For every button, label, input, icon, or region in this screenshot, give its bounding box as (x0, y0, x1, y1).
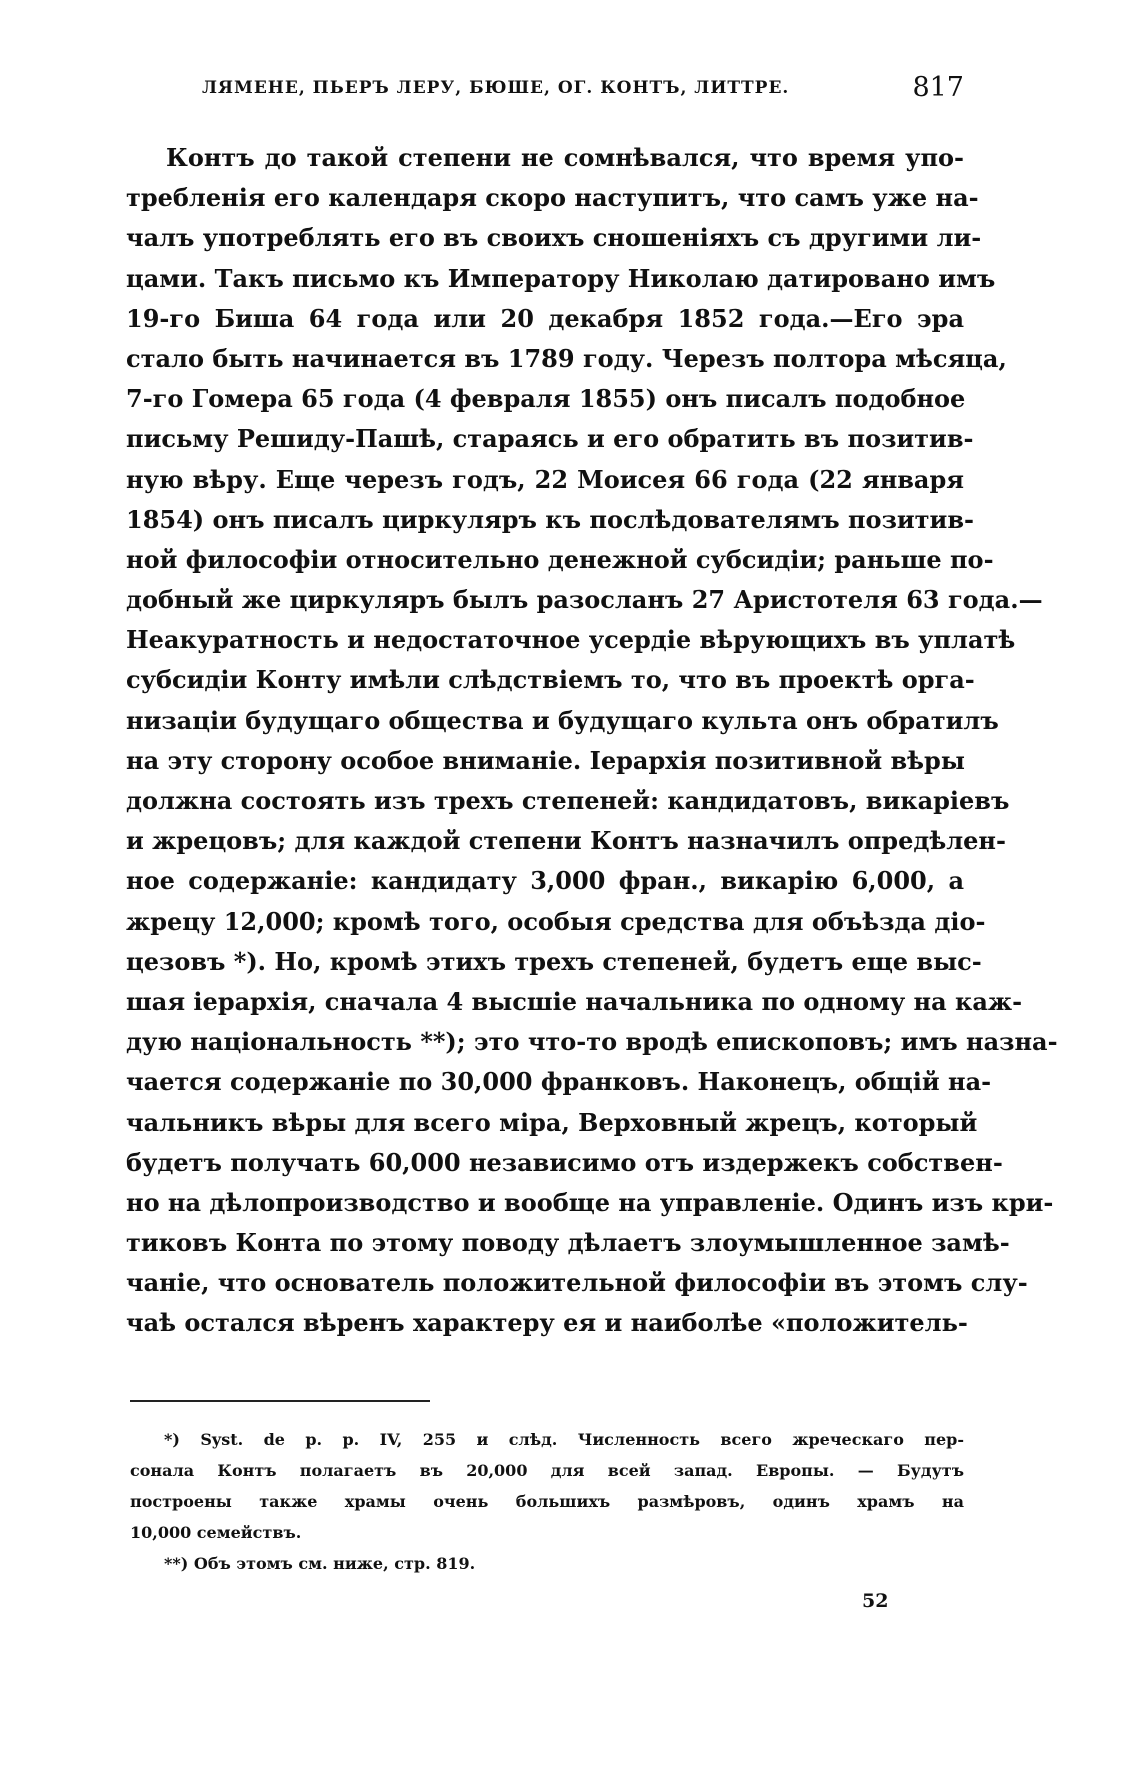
text-line: чальникъ вѣры для всего міра, Верховный жрецъ, который (126, 1107, 978, 1137)
header-title: ЛЯМЕНЕ, ПЬЕРЪ ЛЕРУ, БЮШЕ, ОГ. КОНТЪ, ЛИТТРЕ. (202, 78, 790, 98)
page-number: 817 (912, 72, 964, 103)
text-line: будетъ получать 60,000 независимо отъ издержекъ собствен- (126, 1147, 1003, 1177)
text-line: добный же циркуляръ былъ разосланъ 27 Аристотеля 63 года.— (126, 585, 1043, 615)
text-line: ной философіи относительно денежной субсидіи; раньше по- (126, 544, 994, 574)
text-line: 19-го Биша 64 года или 20 декабря 1852 года.—Его эра (126, 303, 964, 333)
text-line: 1854) онъ писалъ циркуляръ къ послѣдователямъ позитив- (126, 504, 974, 534)
footnote-line: *) Syst. de p. p. IV, 255 и слѣд. Численность всего жреческаго пер- (164, 1430, 964, 1449)
signature-mark: 52 (862, 1590, 889, 1612)
text-line: требленія его календаря скоро наступитъ, что самъ уже на- (126, 183, 979, 213)
text-line: дую національность **); это что-то вродѣ епископовъ; имъ назна- (126, 1027, 1058, 1057)
text-line: цами. Такъ письмо къ Императору Николаю датировано имъ (126, 263, 996, 293)
text-line: должна состоять изъ трехъ степеней: кандидатовъ, викаріевъ (126, 786, 1010, 815)
footnote-line: сонала Контъ полагаетъ въ 20,000 для всей запад. Европы. — Будутъ (130, 1461, 964, 1480)
text-line: чалъ употреблять его въ своихъ сношеніяхъ съ другими ли- (126, 223, 982, 253)
text-line: 7-го Гомера 65 года (4 февраля 1855) онъ писалъ подобное (126, 384, 966, 414)
text-line: но на дѣлопроизводство и вообще на управленіе. Одинъ изъ кри- (126, 1187, 1054, 1217)
text-line: чаѣ остался вѣренъ характеру ея и наиболѣе «положитель- (126, 1308, 968, 1338)
text-line: ное содержаніе: кандидату 3,000 фран., викарію 6,000, а (126, 866, 964, 896)
text-line: низаціи будущаго общества и будущаго культа онъ обратилъ (126, 705, 999, 735)
running-header (150, 72, 964, 112)
footnotes (130, 1424, 964, 1579)
text-line: на эту сторону особое вниманіе. Іерархія позитивной вѣры (126, 745, 965, 775)
text-line: стало быть начинается въ 1789 году. Черезъ полтора мѣсяца, (126, 343, 1007, 373)
text-line: чаніе, что основатель положительной философіи въ этомъ слу- (126, 1268, 1028, 1298)
text-line: цезовъ *). Но, кромѣ этихъ трехъ степеней, будетъ еще выс- (126, 946, 982, 976)
text-line: жрецу 12,000; кромѣ того, особыя средства для объѣзда діо- (126, 906, 986, 936)
text-line: Неакуратность и недостаточное усердіе вѣрующихъ въ уплатѣ (126, 625, 1016, 655)
text-line: шая іерархія, сначала 4 высшіе начальника по одному на каж- (126, 986, 1023, 1016)
footnote-divider (130, 1400, 430, 1402)
text-line: чается содержаніе по 30,000 франковъ. Наконецъ, общій на- (126, 1067, 992, 1097)
text-line: субсидіи Конту имѣли слѣдствіемъ то, что въ проектѣ орга- (126, 665, 975, 695)
body-text (126, 138, 1058, 1344)
text-line: ную вѣру. Еще черезъ годъ, 22 Моисея 66 года (22 января (126, 464, 964, 494)
text-line: тиковъ Конта по этому поводу дѣлаетъ злоумышленное замѣ- (126, 1228, 1010, 1258)
footnote-line: **) Объ этомъ см. ниже, стр. 819. (164, 1554, 476, 1573)
text-line: и жрецовъ; для каждой степени Контъ назначилъ опредѣлен- (126, 826, 1006, 856)
text-line: Контъ до такой степени не сомнѣвался, что время упо- (166, 143, 964, 172)
footnote-line: 10,000 семействъ. (130, 1523, 302, 1542)
text-line: письму Решиду-Пашѣ, стараясь и его обратить въ позитив- (126, 424, 974, 454)
footnote-line: построены также храмы очень большихъ размѣровъ, одинъ храмъ на (130, 1492, 964, 1511)
